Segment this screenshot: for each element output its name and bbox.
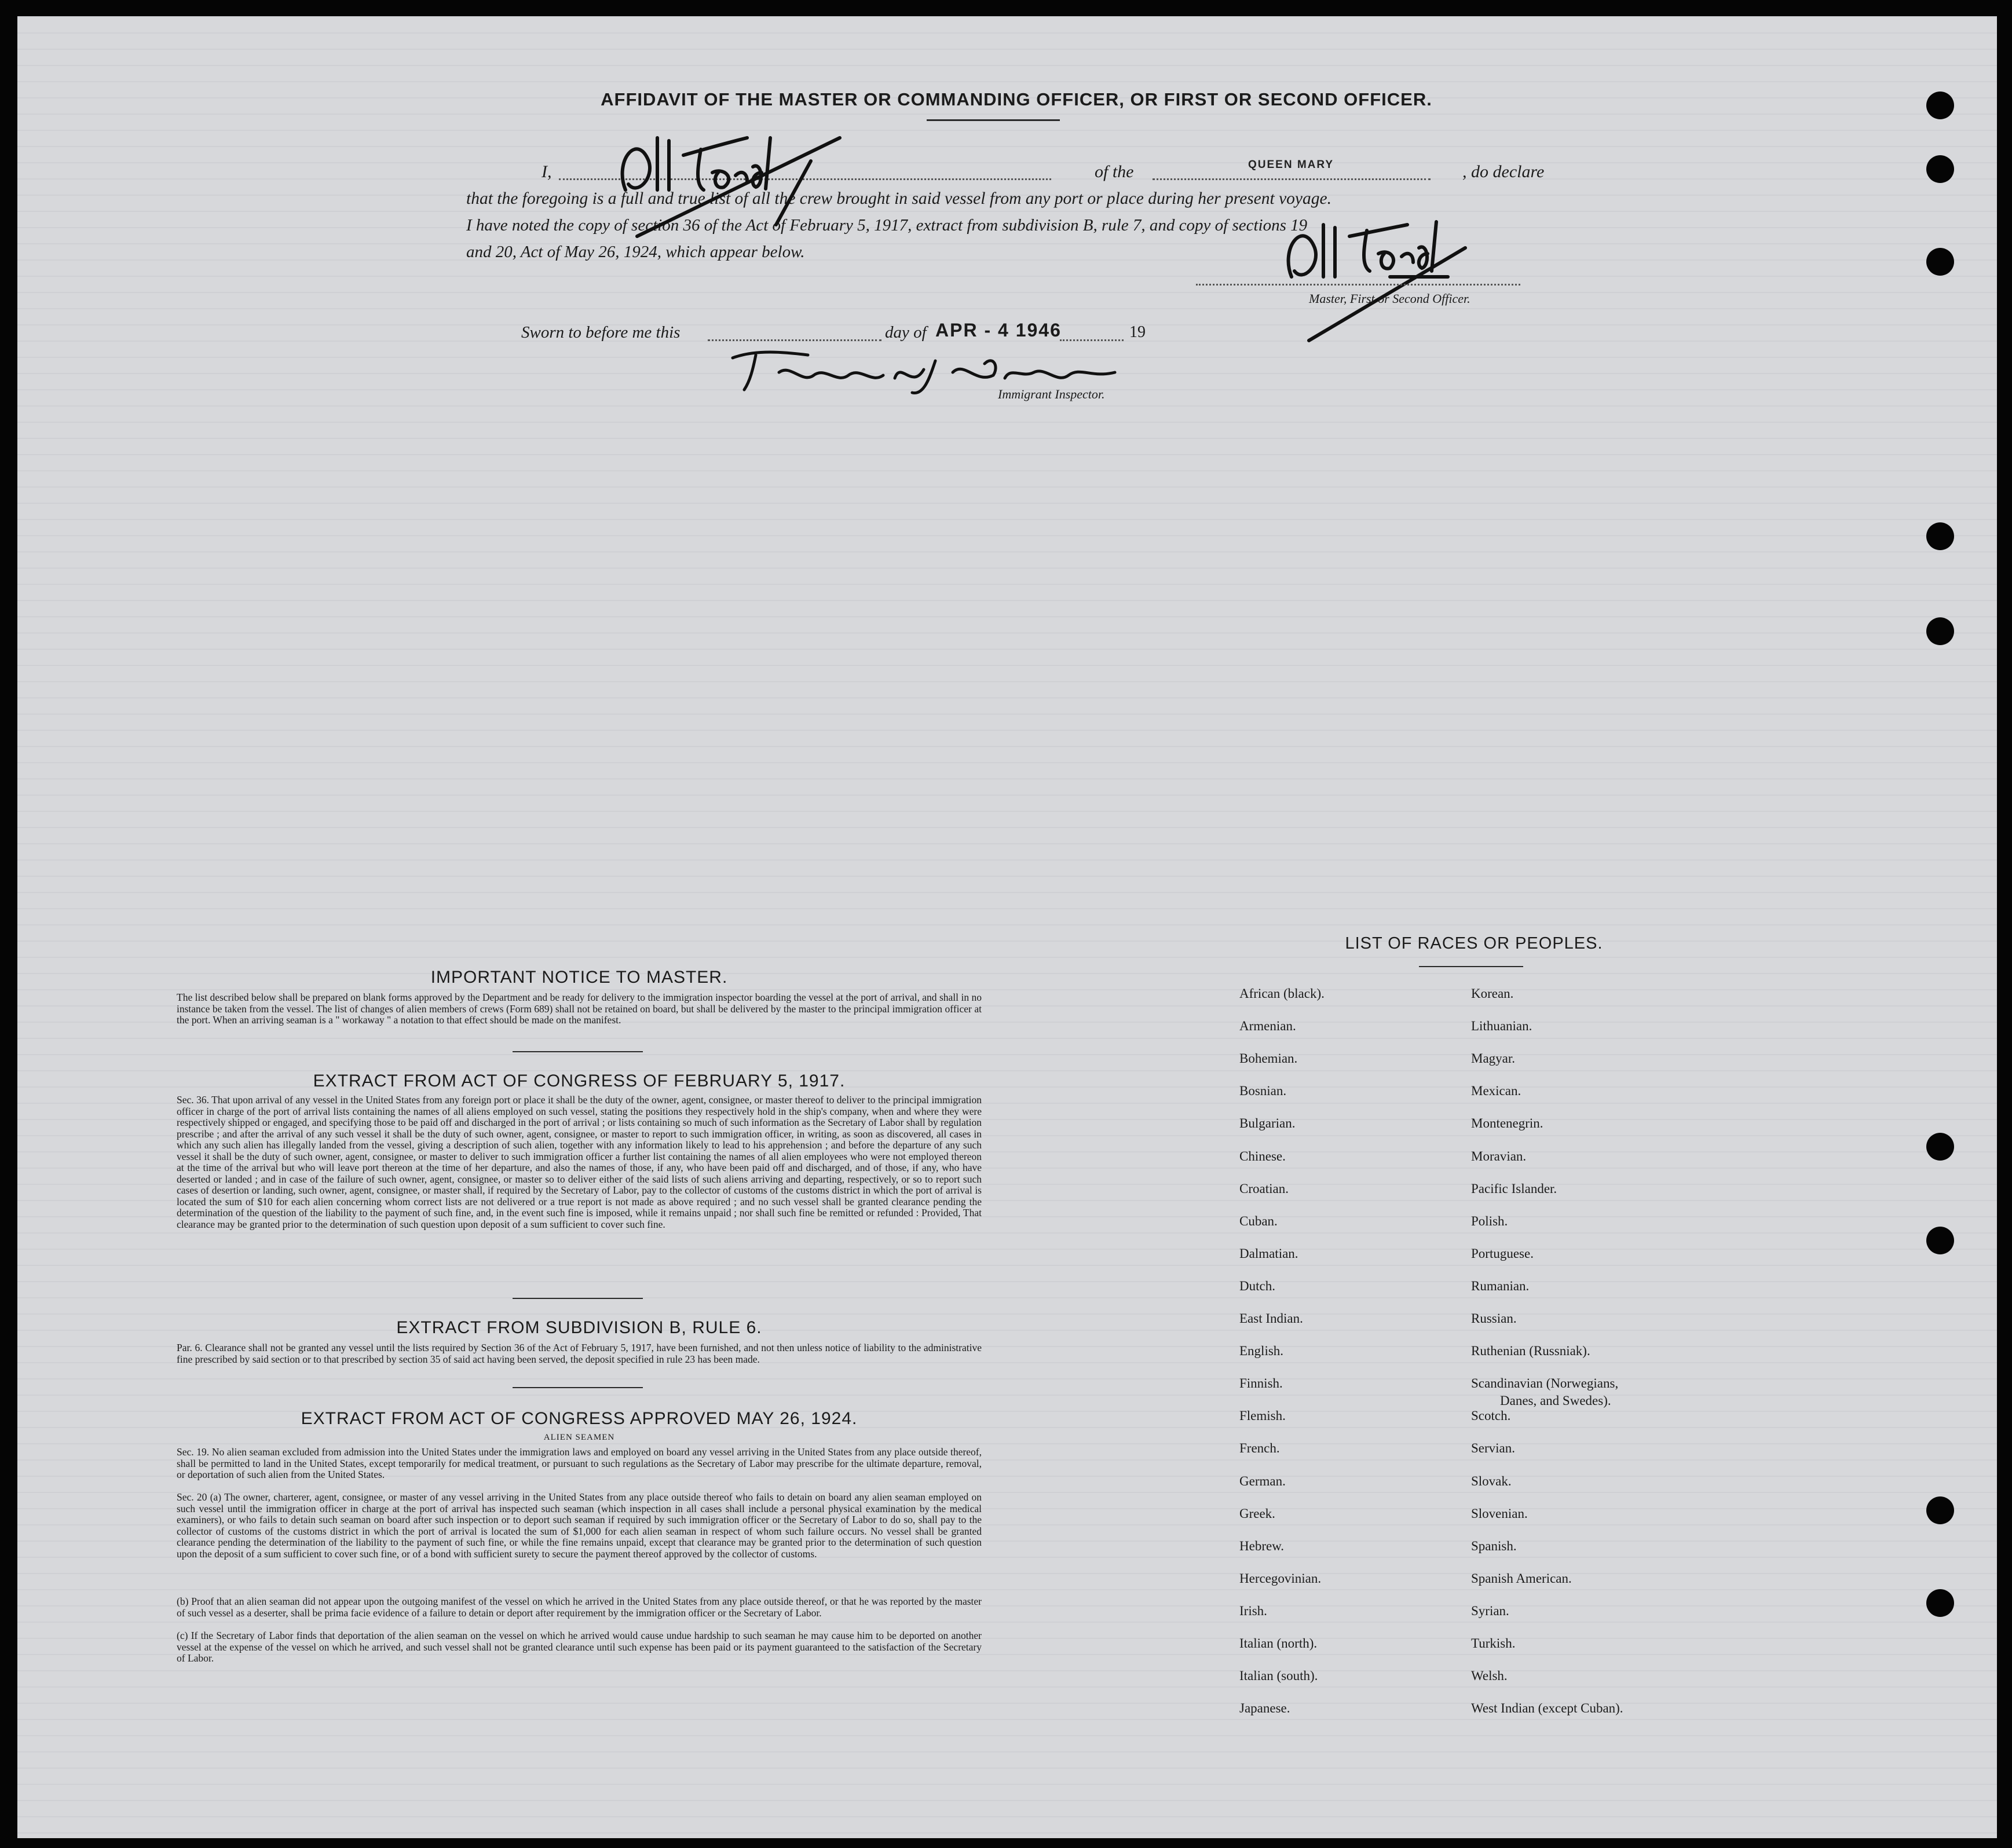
binder-hole xyxy=(1926,617,1954,645)
race-right-item: Scotch. xyxy=(1471,1408,1511,1423)
race-right-item: Mexican. xyxy=(1471,1084,1521,1098)
race-right-item: Portuguese. xyxy=(1471,1246,1534,1261)
officer-caption: Master, First or Second Officer. xyxy=(1309,291,1470,306)
affidavit-line-3: I have noted the copy of section 36 of the Act of February 5, 1917, extract from subdivision B, rule 7, and copy of sections 19 xyxy=(466,216,1308,235)
declare-label: , do declare xyxy=(1462,162,1545,181)
subdivision-b-body: Par. 6. Clearance shall not be granted any vessel until the lists required by Section 36 of the Act of February 5, 1917, have been furnished, and not then unless notice of liability to the administrative fine prescribed by said section or to that prescribed by section 35 of said act having been served, the deposit specified in rule 23 has been made. xyxy=(177,1342,982,1365)
race-left-item: Irish. xyxy=(1239,1604,1267,1618)
binder-hole xyxy=(1926,522,1954,550)
race-right-item: Turkish. xyxy=(1471,1636,1516,1651)
race-right-item: Rumanian. xyxy=(1471,1279,1530,1293)
binder-hole xyxy=(1926,92,1954,119)
race-left-item: Hebrew. xyxy=(1239,1539,1285,1553)
race-left-item: Flemish. xyxy=(1239,1408,1286,1423)
race-right-item: Lithuanian. xyxy=(1471,1019,1532,1033)
extract-1917-title: EXTRACT FROM ACT OF CONGRESS OF FEBRUARY 5, 1917. xyxy=(313,1071,846,1090)
race-left-item: Hercegovinian. xyxy=(1239,1571,1322,1586)
race-left-item: Armenian. xyxy=(1239,1019,1296,1033)
extract-1924-sec20b: (b) Proof that an alien seaman did not appear upon the outgoing manifest of the vessel on which he arrived in the United States from any place outside thereof, or that he was reported by the master of such vessel as a deserter, shall be prima facie evidence of a failure to detain or deport after requirement by the immigration officer or the Secretary of Labor. xyxy=(177,1595,982,1619)
title-divider xyxy=(927,119,1060,121)
race-right-item: West Indian (except Cuban). xyxy=(1471,1701,1623,1715)
race-right-item: Moravian. xyxy=(1471,1149,1527,1163)
extract-1924-sec20a: Sec. 20 (a) The owner, charterer, agent, consignee, or master of any vessel arriving in the United States from any place outside thereof who fails to detain on board any alien seaman employed on such vessel until the immigration officer in charge at the port of arrival has inspected such seaman (which inspection in all cases shall include a personal physical examination by the medical examiners), or who fails to detain such seaman on board after such inspection or to deport such seaman if required by such immigration officer or the Secretary of Labor to do so, shall pay to the collector of customs of the customs district in which the port of arrival is located the sum of $1,000 for each alien seaman in respect of whom such failure occurs. No vessel shall be granted clearance pending the determination of the liability to the payment of such fine, or while the fine remains unpaid, except that clearance may be granted prior to the determination of such question upon the deposit of a sum sufficient to cover such fine, or of a bond with sufficient surety to secure the payment thereof approved by the collector of customs. xyxy=(177,1491,982,1560)
extract-1924-title: EXTRACT FROM ACT OF CONGRESS APPROVED MAY 26, 1924. xyxy=(301,1409,858,1428)
race-scandinavian-continued: Danes, and Swedes). xyxy=(1500,1393,1611,1408)
alien-seamen-subtitle: ALIEN SEAMEN xyxy=(543,1433,615,1442)
binder-hole xyxy=(1926,1589,1954,1617)
race-left-item: Italian (south). xyxy=(1239,1668,1318,1683)
race-left-item: Bosnian. xyxy=(1239,1084,1287,1098)
binder-hole xyxy=(1926,1496,1954,1524)
race-right-item: Servian. xyxy=(1471,1441,1516,1455)
officer-signature-line xyxy=(1196,284,1520,286)
extract-1924-sec19: Sec. 19. No alien seaman excluded from admission into the United States under the immigration laws and employed on board any vessel arriving in the United States from any place outside thereof, shall be permitted to land in the United States, except temporarily for medical treatment, or pursuant to such regulations as the Secretary of Labor may prescribe for the ultimate departure, removal, or deportation of such alien from the United States. xyxy=(177,1446,982,1480)
race-right-item: Slovenian. xyxy=(1471,1506,1528,1521)
race-left-item: Finnish. xyxy=(1239,1376,1283,1390)
date-stamp: APR - 4 1946 xyxy=(935,320,1062,341)
race-left-item: Cuban. xyxy=(1239,1214,1278,1228)
race-right-item: Slovak. xyxy=(1471,1474,1512,1488)
subdivision-b-divider xyxy=(513,1387,643,1388)
race-right-item: Spanish American. xyxy=(1471,1571,1572,1586)
race-left-item: Croatian. xyxy=(1239,1181,1289,1196)
day-of-label: day of xyxy=(885,323,927,342)
race-left-item: English. xyxy=(1239,1344,1284,1358)
year-prefix: 19 xyxy=(1129,323,1146,341)
race-right-item: Welsh. xyxy=(1471,1668,1508,1683)
race-right-item: Ruthenian (Russniak). xyxy=(1471,1344,1590,1358)
race-left-item: Greek. xyxy=(1239,1506,1275,1521)
vessel-name-stamp: QUEEN MARY xyxy=(1248,159,1334,171)
race-left-item: African (black). xyxy=(1239,986,1325,1001)
affidavit-line-2: that the foregoing is a full and true list of all the crew brought in said vessel from any port or place during her present voyage. xyxy=(466,189,1331,208)
affidavit-title: AFFIDAVIT OF THE MASTER OR COMMANDING OFFICER, OR FIRST OR SECOND OFFICER. xyxy=(601,89,1432,109)
race-left-item: Bohemian. xyxy=(1239,1051,1298,1066)
race-left-item: Dutch. xyxy=(1239,1279,1275,1293)
race-left-item: Dalmatian. xyxy=(1239,1246,1298,1261)
race-right-item: Scandinavian (Norwegians, xyxy=(1471,1376,1619,1390)
notice-title: IMPORTANT NOTICE TO MASTER. xyxy=(430,968,728,987)
race-right-item: Pacific Islander. xyxy=(1471,1181,1557,1196)
race-left-item: German. xyxy=(1239,1474,1286,1488)
race-right-item: Korean. xyxy=(1471,986,1514,1001)
master-signature-bottom xyxy=(1274,213,1506,346)
race-left-item: French. xyxy=(1239,1441,1280,1455)
master-signature-top xyxy=(602,126,846,242)
vessel-name-line xyxy=(1153,178,1431,180)
inspector-caption: Immigrant Inspector. xyxy=(998,387,1105,401)
extract-1924-sec20c: (c) If the Secretary of Labor finds that deportation of the alien seaman on the vessel on which he arrived would cause undue hardship to such seaman he may cause him to be deported on another vessel at the expense of the vessel on which he arrived, and such vessel shall not be granted clearance until such expense has been paid or its payment guaranteed to the satisfaction of the Secretary of Labor. xyxy=(177,1630,982,1664)
sworn-prefix: Sworn to before me this xyxy=(521,323,681,342)
race-left-item: Bulgarian. xyxy=(1239,1116,1296,1130)
race-right-item: Syrian. xyxy=(1471,1604,1509,1618)
race-right-item: Montenegrin. xyxy=(1471,1116,1543,1130)
extract-1917-body: Sec. 36. That upon arrival of any vessel in the United States from any foreign port or place it shall be the duty of the owner, agent, consignee, or master thereof to deliver to the principal immigration officer in charge of the port of arrival lists containing the names of all aliens employed on such vessel, stating the positions they respectively hold in the ship's company, when and where they were respectively shipped or engaged, and specifying those to be paid off and discharged in the port of arrival ; or lists containing so much of such information as the Secretary of Labor shall by regulation prescribe ; and after the arrival of any such vessel it shall be the duty of such owner, agent, consignee, or master to report to such immigration officer, in writing, as soon as discovered, all cases in which any such alien has illegally landed from the vessel, giving a description of such alien, together with any information likely to lead to his apprehension ; and before the departure of any such vessel it shall be the duty of such owner, agent, consignee, or master to deliver to such immigration officer a further list containing the names of all alien employees who were not employed thereon at the time of the arrival but who will leave port thereon at the time of her departure, and also the names of those, if any, who have been paid off and discharged, and of those, if any, who have deserted or landed ; and in case of the failure of such owner, agent, consignee, or master so to deliver either of the said lists of such aliens arriving and departing, respectively, or so to report such cases of desertion or landing, such owner, agent, consignee, or master shall, if required by the Secretary of Labor, pay to the collector of customs of the customs district in which the port of arrival is located the sum of $10 for each alien concerning whom correct lists are not delivered or a true report is not made as above required ; and no such vessel shall be granted clearance pending the determination of the question of the liability to the payment of such fine, and, in the event such fine is imposed, while it remains unpaid ; nor shall such fine be remitted or refunded : Provided, That clearance may be granted prior to the determination of such question upon deposit of a sum sufficient to cover such fine. xyxy=(177,1094,982,1230)
notice-body: The list described below shall be prepared on blank forms approved by the Department and be ready for delivery to the immigration inspector boarding the vessel at the port of arrival, and shall in no instance be taken from the vessel. The list of changes of alien members of crews (Form 689) shall not be retained on board, but shall be delivered by the master to the principal immigration officer at the port. When an arriving seaman is a " workaway " a notation to that effect should be made on the manifest. xyxy=(177,991,982,1026)
race-right-item: Russian. xyxy=(1471,1311,1517,1326)
race-left-item: East Indian. xyxy=(1239,1311,1303,1326)
binder-hole xyxy=(1926,1227,1954,1254)
races-title: LIST OF RACES OR PEOPLES. xyxy=(1345,934,1603,953)
race-right-item: Spanish. xyxy=(1471,1539,1517,1553)
race-right-item: Magyar. xyxy=(1471,1051,1516,1066)
race-left-item: Japanese. xyxy=(1239,1701,1290,1715)
affidavit-line-4: and 20, Act of May 26, 1924, which appear below. xyxy=(466,243,805,261)
binder-hole xyxy=(1926,248,1954,276)
sworn-day-line xyxy=(708,339,881,341)
extract-1917-divider xyxy=(513,1298,643,1299)
year-line xyxy=(1060,339,1124,341)
notice-divider xyxy=(513,1051,643,1052)
race-left-item: Italian (north). xyxy=(1239,1636,1318,1651)
race-right-item: Polish. xyxy=(1471,1214,1508,1228)
race-left-item: Chinese. xyxy=(1239,1149,1286,1163)
manifest-page xyxy=(17,16,1997,1838)
of-the-label: of the xyxy=(1095,162,1134,181)
binder-hole xyxy=(1926,155,1954,183)
races-divider xyxy=(1419,966,1523,967)
binder-hole xyxy=(1926,1133,1954,1161)
affidavit-i-label: I, xyxy=(542,162,552,181)
subdivision-b-title: EXTRACT FROM SUBDIVISION B, RULE 6. xyxy=(396,1318,762,1337)
